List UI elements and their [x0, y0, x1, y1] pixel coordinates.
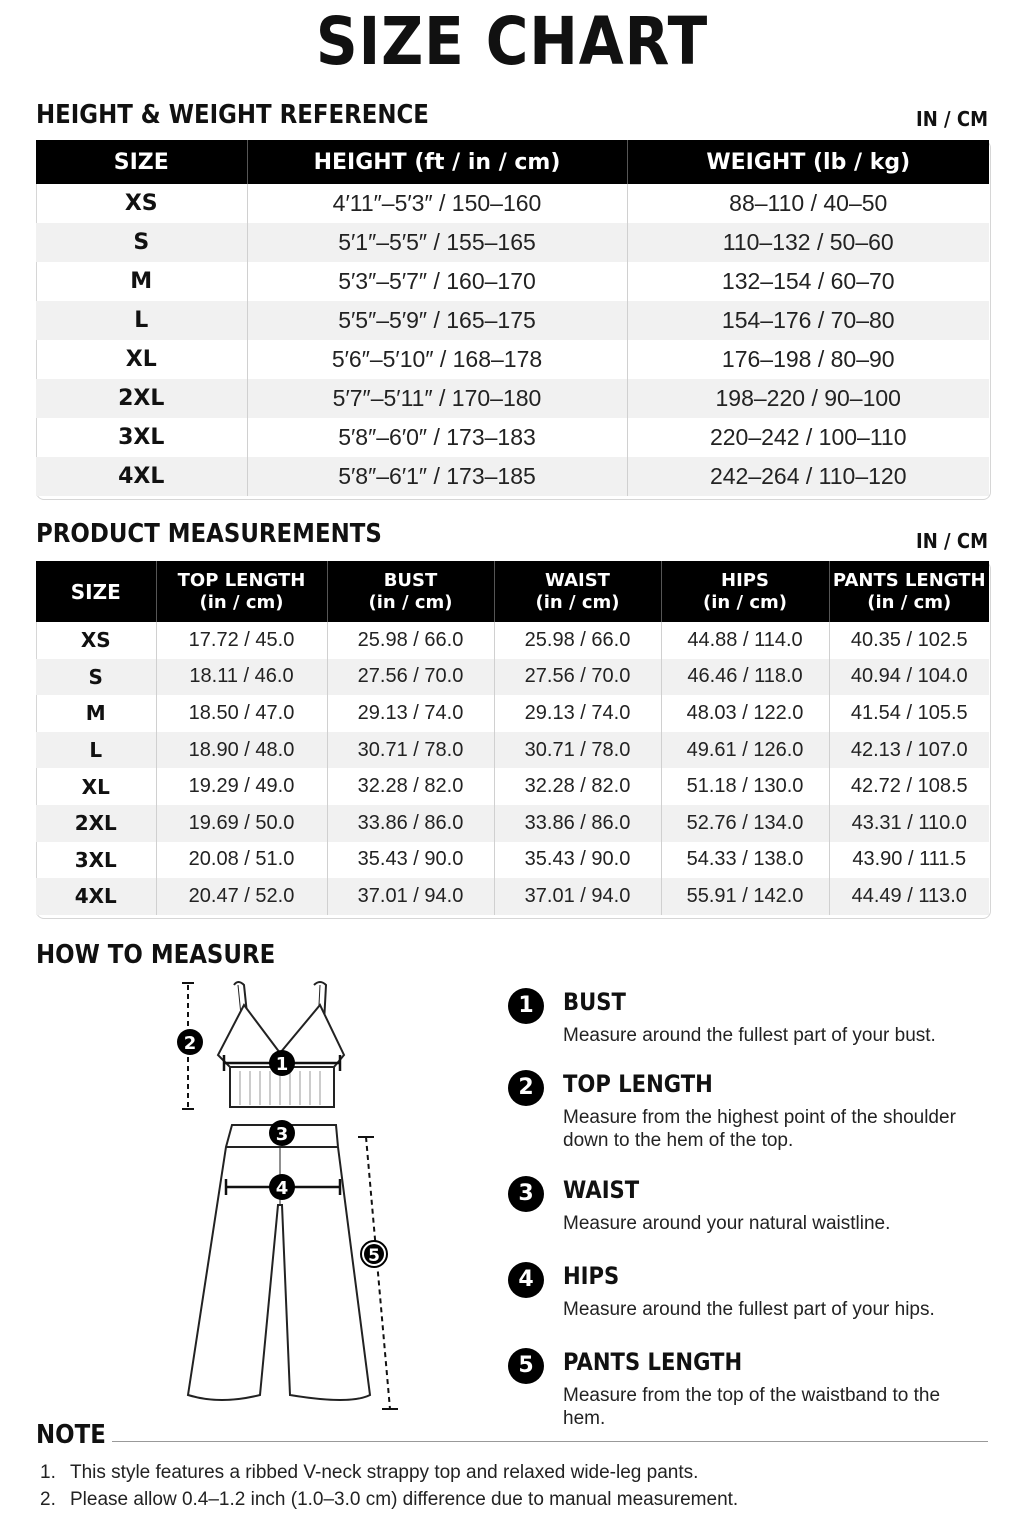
table-cell: 19.69 / 50.0 [156, 805, 327, 842]
measurements-table [36, 561, 989, 915]
table-cell: 20.08 / 51.0 [156, 842, 327, 879]
table-cell: 32.28 / 82.0 [327, 768, 494, 805]
table-row [36, 223, 989, 262]
table-cell: 5′6″–5′10″ / 168–178 [247, 340, 627, 379]
reference-col-header: HEIGHT (ft / in / cm) [247, 140, 627, 184]
table-cell: 54.33 / 138.0 [661, 842, 829, 879]
step-number: 4 [508, 1262, 544, 1298]
table-cell: 43.31 / 110.0 [829, 805, 989, 842]
measurements-col-header [156, 561, 327, 622]
marker-3 [269, 1120, 295, 1146]
measurements-col-header [829, 561, 989, 622]
table-cell: 42.13 / 107.0 [829, 732, 989, 769]
size-cell: 2XL [36, 379, 247, 418]
table-cell: 5′8″–6′0″ / 173–183 [247, 418, 627, 457]
table-cell: 40.35 / 102.5 [829, 622, 989, 659]
table-cell: 176–198 / 80–90 [627, 340, 989, 379]
marker-4 [269, 1174, 295, 1200]
size-cell: S [36, 659, 156, 696]
garment-diagram [160, 975, 420, 1435]
step-title: TOP LENGTH [563, 1070, 713, 1098]
table-cell: 35.43 / 90.0 [494, 842, 661, 879]
table-cell: 18.11 / 46.0 [156, 659, 327, 696]
svg-text:4: 4 [275, 1178, 289, 1199]
table-row [36, 457, 989, 496]
table-cell: 5′3″–5′7″ / 160–170 [247, 262, 627, 301]
table-cell: 220–242 / 100–110 [627, 418, 989, 457]
note-item [40, 1462, 698, 1484]
table-row [36, 695, 989, 732]
table-cell: 25.98 / 66.0 [327, 622, 494, 659]
col-name: HIPS [721, 569, 769, 591]
step-number: 2 [508, 1070, 544, 1106]
size-cell: L [36, 732, 156, 769]
size-cell: XL [125, 347, 157, 372]
step-number: 1 [508, 988, 544, 1024]
step-description: Measure around the fullest part of your bust. [563, 1025, 936, 1046]
table-row [36, 184, 989, 223]
table-cell: 154–176 / 70–80 [627, 301, 989, 340]
step-description: Measure from the highest point of the shoulder down to the hem of the top. [563, 1107, 956, 1151]
table-cell: 41.54 / 105.5 [829, 695, 989, 732]
size-cell: S [36, 223, 247, 262]
table-row [36, 878, 989, 915]
how-to-heading: HOW TO MEASURE [36, 940, 276, 970]
table-cell: 35.43 / 90.0 [327, 842, 494, 879]
table-row [36, 340, 989, 379]
col-unit: (in / cm) [867, 591, 952, 613]
table-cell: 42.72 / 108.5 [829, 768, 989, 805]
table-cell: 32.28 / 82.0 [494, 768, 661, 805]
step-description: Measure from the top of the waistband to the hem. [563, 1385, 941, 1429]
svg-text:2: 2 [183, 1033, 197, 1054]
table-cell: 51.18 / 130.0 [661, 768, 829, 805]
svg-text:3: 3 [275, 1124, 289, 1145]
table-row [36, 805, 989, 842]
page-title: SIZE CHART [315, 3, 709, 80]
size-cell: M [130, 269, 153, 294]
table-cell: 20.47 / 52.0 [156, 878, 327, 915]
size-cell: 2XL [36, 805, 156, 842]
size-cell: XS [124, 191, 158, 216]
reference-col-header: SIZE [36, 140, 247, 184]
step-title: PANTS LENGTH [563, 1348, 743, 1376]
svg-text:5: 5 [368, 1246, 380, 1266]
note-number: 1. [40, 1462, 56, 1483]
col-name: PANTS LENGTH [832, 569, 986, 591]
table-row [36, 768, 989, 805]
table-cell: 40.94 / 104.0 [829, 659, 989, 696]
step-description: Measure around your natural waistline. [563, 1213, 891, 1234]
table-cell: 29.13 / 74.0 [327, 695, 494, 732]
step-title: BUST [563, 988, 626, 1016]
table-cell: 5′7″–5′11″ / 170–180 [247, 379, 627, 418]
col-unit: (in / cm) [535, 591, 620, 613]
table-cell: 5′5″–5′9″ / 165–175 [247, 301, 627, 340]
table-row [36, 842, 989, 879]
table-cell: 44.49 / 113.0 [829, 878, 989, 915]
measurements-col-header [327, 561, 494, 622]
measurements-col-header [494, 561, 661, 622]
table-cell: 110–132 / 50–60 [627, 223, 989, 262]
reference-col-header: WEIGHT (lb / kg) [627, 140, 989, 184]
measurements-heading: PRODUCT MEASUREMENTS [36, 519, 382, 549]
marker-2 [177, 1029, 203, 1055]
note-text: This style features a ribbed V-neck strappy top and relaxed wide-leg pants. [70, 1462, 699, 1483]
reference-table [36, 140, 989, 496]
step-number: 3 [508, 1176, 544, 1212]
table-cell: 30.71 / 78.0 [327, 732, 494, 769]
table-row [36, 659, 989, 696]
table-cell: 17.72 / 45.0 [156, 622, 327, 659]
measurements-col-header [36, 561, 156, 622]
table-row [36, 379, 989, 418]
col-name: TOP LENGTH [177, 569, 306, 591]
table-cell: 198–220 / 90–100 [627, 379, 989, 418]
table-row [36, 418, 989, 457]
table-cell: 242–264 / 110–120 [627, 457, 989, 496]
step-title: WAIST [563, 1176, 640, 1204]
table-cell: 49.61 / 126.0 [661, 732, 829, 769]
note-heading: NOTE [36, 1420, 106, 1450]
table-cell: 88–110 / 40–50 [627, 184, 989, 223]
step-description: Measure around the fullest part of your hips. [563, 1299, 935, 1320]
table-cell: 18.50 / 47.0 [156, 695, 327, 732]
col-name: SIZE [70, 579, 121, 604]
table-cell: 43.90 / 111.5 [829, 842, 989, 879]
table-cell: 46.46 / 118.0 [661, 659, 829, 696]
size-cell: 3XL [118, 425, 165, 450]
col-name: WAIST [545, 569, 610, 591]
table-cell: 18.90 / 48.0 [156, 732, 327, 769]
table-row [36, 732, 989, 769]
size-cell: XS [80, 628, 111, 653]
table-cell: 25.98 / 66.0 [494, 622, 661, 659]
table-cell: 132–154 / 60–70 [627, 262, 989, 301]
col-name: BUST [383, 569, 438, 591]
table-cell: 37.01 / 94.0 [327, 878, 494, 915]
table-cell: 33.86 / 86.0 [494, 805, 661, 842]
table-cell: 33.86 / 86.0 [327, 805, 494, 842]
table-cell: 55.91 / 142.0 [661, 878, 829, 915]
table-cell: 27.56 / 70.0 [327, 659, 494, 696]
note-text: Please allow 0.4–1.2 inch (1.0–3.0 cm) difference due to manual measurement. [70, 1489, 739, 1510]
table-cell: 5′1″–5′5″ / 155–165 [247, 223, 627, 262]
size-cell: M [85, 701, 106, 726]
reference-heading: HEIGHT & WEIGHT REFERENCE [36, 100, 429, 130]
marker-5 [361, 1241, 387, 1267]
note-number: 2. [40, 1489, 56, 1510]
note-item [40, 1489, 738, 1511]
table-cell: 27.56 / 70.0 [494, 659, 661, 696]
note-divider [112, 1441, 988, 1442]
col-unit: (in / cm) [703, 591, 787, 613]
step-number: 5 [508, 1348, 544, 1384]
table-cell: 48.03 / 122.0 [661, 695, 829, 732]
size-cell: L [36, 301, 247, 340]
table-row [36, 262, 989, 301]
table-cell: 19.29 / 49.0 [156, 768, 327, 805]
table-cell: 4′11″–5′3″ / 150–160 [247, 184, 627, 223]
table-cell: 5′8″–6′1″ / 173–185 [247, 457, 627, 496]
table-cell: 44.88 / 114.0 [661, 622, 829, 659]
size-cell: 3XL [74, 847, 117, 872]
size-cell: XL [81, 774, 110, 799]
measurements-unit: IN / CM [916, 529, 988, 553]
size-cell: 4XL [36, 878, 156, 915]
table-cell: 30.71 / 78.0 [494, 732, 661, 769]
size-cell: 4XL [36, 457, 247, 496]
measurements-col-header [661, 561, 829, 622]
marker-1 [269, 1050, 295, 1076]
table-cell: 52.76 / 134.0 [661, 805, 829, 842]
table-row [36, 622, 989, 659]
step-title: HIPS [563, 1262, 620, 1290]
reference-unit: IN / CM [916, 107, 988, 131]
table-cell: 29.13 / 74.0 [494, 695, 661, 732]
table-cell: 37.01 / 94.0 [494, 878, 661, 915]
col-unit: (in / cm) [368, 591, 453, 613]
svg-text:1: 1 [275, 1054, 289, 1075]
table-row [36, 301, 989, 340]
col-unit: (in / cm) [199, 591, 284, 613]
